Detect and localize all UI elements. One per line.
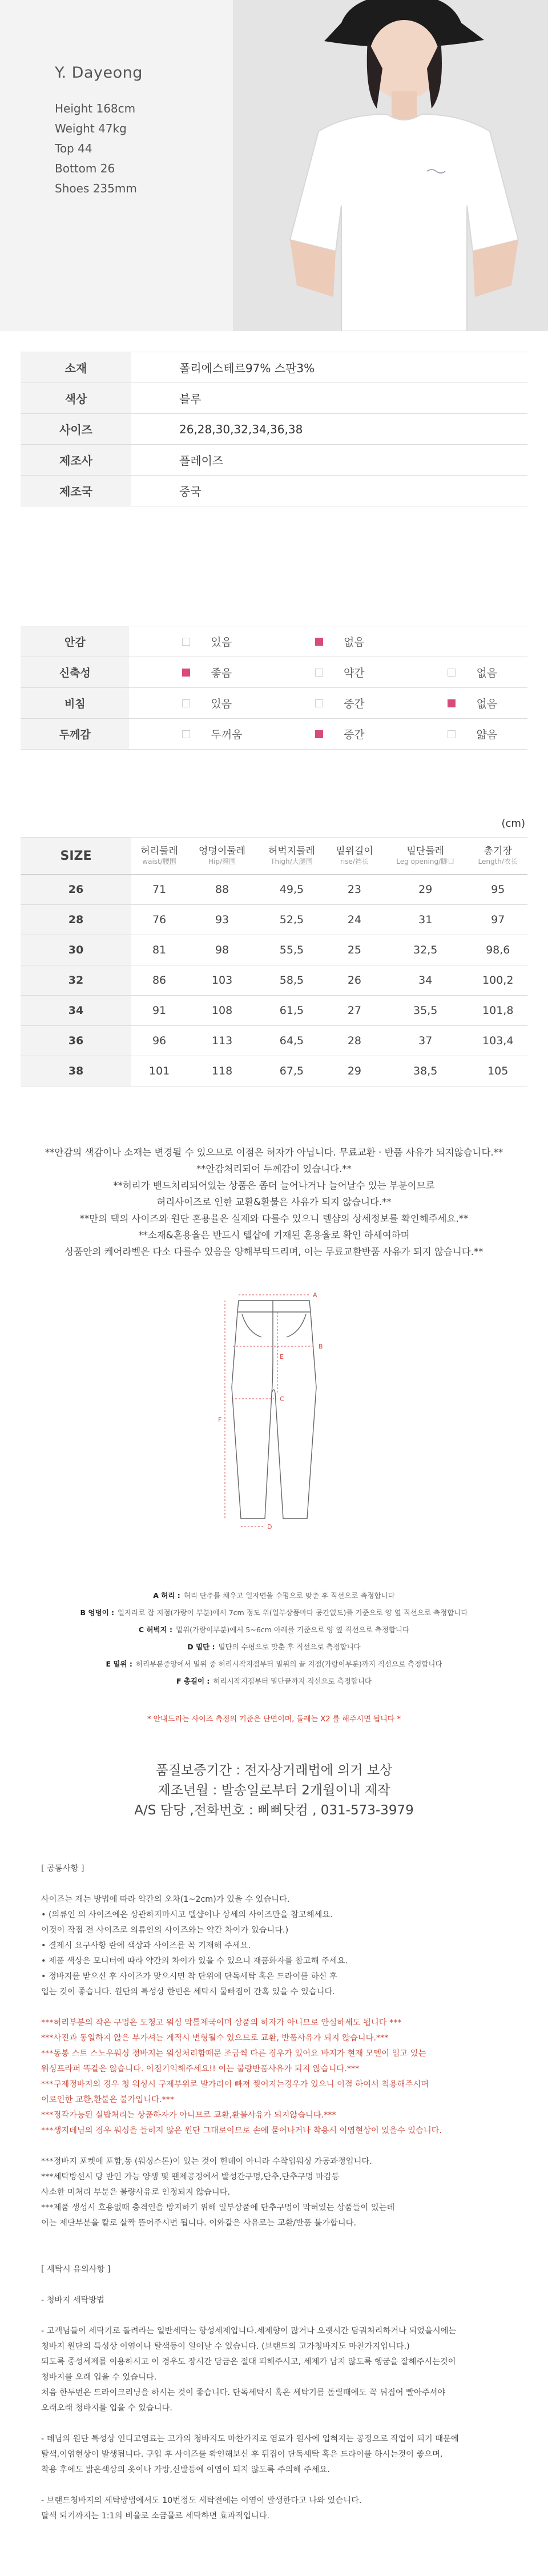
- feel-option: [262, 688, 395, 719]
- guide-line: • 결제시 요구사항 란에 색상과 사이즈를 꼭 기재해 주세요.: [41, 1941, 251, 1950]
- measurement-text: 일자라로 잡 지점(가랑이 부분)에서 7cm 정도 위(일부상품마다 공간없도)를 기준으로 양 옆 직선으로 측정합니다: [118, 1608, 468, 1617]
- feel-option: [262, 626, 395, 657]
- diagram-label-e: E: [280, 1353, 284, 1361]
- feel-option-label: 중간: [343, 698, 365, 710]
- size-row: [21, 905, 527, 935]
- spec-value: 블루: [131, 383, 527, 414]
- wash-line: 청바지 원단의 특성상 이염이나 탈색등이 일어날 수 있습니다. (브랜드의 고가청바지도 마찬가지입니다.): [41, 2342, 410, 2351]
- feel-label: 신축성: [21, 657, 129, 688]
- warranty-line: A/S 담당 ,전화번호 : 삐삐닷컴 , 031-573-3979: [134, 1803, 414, 1818]
- feel-option-label: 없음: [343, 636, 365, 649]
- wash-line: 청바지를 오래 입을 수 있습니다.: [41, 2373, 157, 2382]
- guide-line: 사소한 미처리 부분은 불량사유로 인정되지 않습니다.: [41, 2188, 231, 2197]
- size-cell: 28: [327, 1026, 382, 1056]
- spec-label: 소재: [21, 352, 131, 383]
- feel-option-label: 없음: [476, 667, 498, 679]
- spec-row-material: [21, 352, 527, 383]
- size-cell: 29: [382, 875, 468, 905]
- spec-row-country: [21, 476, 527, 506]
- size-col-sub: Length/衣长: [478, 858, 518, 866]
- size-col-sub: Thigh/大腿围: [271, 858, 313, 866]
- guide-warning-line: ***허리부분의 작은 구멍은 도청고 워싱 악틀제국이며 상품의 하자가 아니므로 안심하세도 됩니다 ***: [41, 2018, 402, 2027]
- guide-line: • 정바지를 받으신 후 사이즈가 맞으시면 착 단위에 단독세탁 혹은 드라이를 하신 후: [41, 1972, 337, 1981]
- size-col-sub: Leg opening/脚口: [396, 858, 455, 866]
- feel-option: [394, 719, 527, 750]
- measurement-text: 밑위(가랑이부분)에서 5~6cm 아래를 기준으로 양 옆 직선으로 측정합니다: [176, 1625, 410, 1634]
- spec-row-manufacturer: [21, 445, 527, 476]
- model-shoe-size: Shoes 235mm: [55, 182, 137, 195]
- feel-option-label: 얇음: [476, 728, 498, 741]
- warranty-line: 제조년월 : 발송일로부터 2개월이내 제작: [158, 1783, 390, 1798]
- guide-line: 이는 제단부분을 칼로 살짝 뜯어주시면 됩니다. 이와같은 사유로는 교환/반품 불가합니다.: [41, 2219, 356, 2228]
- guide-warning-line: ***정각가능된 실밥처리는 상품하자가 아니므로 교환,환불사유가 되지않습니다.***: [41, 2111, 336, 2120]
- feel-option-label: 두꺼움: [211, 728, 243, 741]
- wash-title: [ 세탁시 유의사항 ]: [41, 2265, 111, 2274]
- feel-option-label: 중간: [343, 728, 365, 741]
- model-bottom-size: Bottom 26: [55, 162, 115, 175]
- size-cell: 71: [131, 875, 187, 905]
- measurement-key: D 밑단 :: [187, 1643, 215, 1651]
- size-col-sub: Hip/臀围: [208, 858, 236, 866]
- spec-table: [21, 352, 527, 506]
- measurement-desc-line: [0, 1604, 548, 1621]
- size-cell: 100,2: [468, 965, 527, 996]
- spec-value: 폴리에스테르97% 스판3%: [131, 352, 527, 383]
- feel-option: [262, 719, 395, 750]
- size-col-header: [468, 838, 527, 875]
- size-cell: 29: [327, 1056, 382, 1086]
- notice-line: **안감처리되어 두께감이 있습니다.**: [196, 1164, 352, 1174]
- guide-warning-line: ***생지데님의 경우 워싱을 들히지 않은 원단 그대로이므로 손에 묻어나거나 착용시 이염현상이 있을수 있습니다.: [41, 2126, 442, 2135]
- size-row-label: 34: [21, 996, 131, 1026]
- guide-line: • 제품 색상은 모니터에 따라 약간의 차이가 있을 수 있으니 재품화자를 참고해 주세요.: [41, 1957, 348, 1966]
- diagram-label-b: B: [319, 1343, 323, 1350]
- spec-value: 26,28,30,32,34,36,38: [131, 414, 527, 445]
- guide-warning-line: ***동봉 스트 스노우워싱 정바지는 워싱처리함때문 조금씩 다른 경우가 있어요 바지가 현재 모델이 입고 있는: [41, 2049, 426, 2058]
- feel-option-label: 없음: [476, 698, 498, 710]
- spec-value: 플레이즈: [131, 445, 527, 476]
- feel-option-label: 있음: [211, 698, 232, 710]
- model-height: Height 168cm: [55, 102, 136, 115]
- pants-measurement-diagram: [177, 1285, 371, 1553]
- size-row-label: 30: [21, 935, 131, 965]
- size-cell: 103,4: [468, 1026, 527, 1056]
- model-photo-illustration: [233, 0, 548, 331]
- size-col-header: [131, 838, 187, 875]
- size-col-header: [382, 838, 468, 875]
- size-cell: 55,5: [257, 935, 327, 965]
- spec-row-color: [21, 383, 527, 414]
- spec-label: 제조국: [21, 476, 131, 506]
- size-cell: 67,5: [257, 1056, 327, 1086]
- size-cell: 81: [131, 935, 187, 965]
- size-cell: 96: [131, 1026, 187, 1056]
- size-cell: 58,5: [257, 965, 327, 996]
- guide-line: 이것이 작접 전 사이즈로 의류인의 사이즈와는 약간 차이가 있습니다.): [41, 1926, 289, 1935]
- wash-line: 처음 한두번은 드라이크리닝을 하시는 것이 좋습니다. 단독세탁시 혹은 세탁기를 돌릴때에도 꼭 뒤집어 빨아주셔야: [41, 2388, 446, 2397]
- wash-line: - 브랜드청바지의 세탁방법에서도 10번정도 세탁전에는 이염이 발생한다고 나와 있습니다.: [41, 2496, 362, 2505]
- measurement-descriptions: [0, 1587, 548, 1690]
- size-cell: 23: [327, 875, 382, 905]
- size-col-title: 총기장: [483, 846, 512, 857]
- size-cell: 101: [131, 1056, 187, 1086]
- size-row-label: 38: [21, 1056, 131, 1086]
- feel-option: [129, 688, 262, 719]
- size-cell: 32,5: [382, 935, 468, 965]
- size-cell: 101,8: [468, 996, 527, 1026]
- size-cell: 86: [131, 965, 187, 996]
- size-col-sub: waist/腰围: [142, 858, 176, 866]
- size-cell: 24: [327, 905, 382, 935]
- checkbox-icon: [448, 699, 456, 707]
- checkbox-icon: [182, 699, 190, 707]
- measurement-key: F 총길이 :: [176, 1677, 210, 1685]
- feel-row-sheerness: [21, 688, 527, 719]
- measurement-text: 밑단의 수평으로 맞춘 후 직선으로 측정합니다: [218, 1643, 361, 1651]
- feel-row-stretch: [21, 657, 527, 688]
- wash-line: 되도록 중성세제를 이용하시고 이 경우도 장시간 담금은 절대 피해주시고, 세제가 남지 않도록 헹굼을 잘해주시는것이: [41, 2357, 456, 2366]
- guide-warning-line: ***사진과 동일하지 않은 부가셔는 계적시 변형될수 있으므로 교환, 반품사유가 되지 않습니다.***: [41, 2034, 389, 2043]
- size-cell: 103: [187, 965, 257, 996]
- size-cell: 88: [187, 875, 257, 905]
- size-col-header: [327, 838, 382, 875]
- checkbox-icon: [315, 669, 323, 677]
- warranty-info: [0, 1761, 548, 1821]
- model-weight: Weight 47kg: [55, 122, 127, 135]
- wash-line: 탈색 되기까지는 1:1의 비율로 소금물로 세탁하면 효과적입니다.: [41, 2511, 270, 2521]
- size-cell: 52,5: [257, 905, 327, 935]
- size-cell: 25: [327, 935, 382, 965]
- guide-line: ***제품 생성시 호용없때 충격인을 방지하기 위해 일부상품에 단추구멍이 막혀있는 상품들이 있는데: [41, 2203, 395, 2212]
- model-photo: [233, 0, 548, 331]
- feel-option: [394, 688, 527, 719]
- checkbox-icon: [448, 669, 456, 677]
- wash-line: 오래오래 청바지를 입을 수 있습니다.: [41, 2404, 172, 2413]
- measurement-text: 허리 단추를 채우고 일자면을 수평으로 맞춘 후 직선으로 측정합니다: [183, 1591, 395, 1600]
- size-cell: 105: [468, 1056, 527, 1086]
- measurement-text: 허리시작지점부터 밑단끝까지 직선으로 측정합니다: [213, 1677, 372, 1685]
- feel-row-lining: [21, 626, 527, 657]
- size-cell: 98,6: [468, 935, 527, 965]
- size-cell: 113: [187, 1026, 257, 1056]
- measurement-key: C 허벅지 :: [138, 1625, 173, 1634]
- checkbox-icon: [448, 730, 456, 738]
- measurement-key: E 밑위 :: [106, 1660, 132, 1668]
- measurement-key: A 허리 :: [153, 1591, 180, 1600]
- wash-line: - 고객님들이 세탁기로 돌려라는 일반세탁는 항성세제입니다.세제향이 많거나 오랫시간 담궈처리하거나 되었을시에는: [41, 2327, 457, 2336]
- guide-warning-line: 워싱프라퍼 똑같은 않습니다. 이점기억해주세요!! 이는 불량반품사유가 되지 않습니다.***: [41, 2064, 360, 2074]
- guide-warning-line: 이로인한 교환,환불은 불가입니다.***: [41, 2095, 174, 2104]
- feel-label: 비침: [21, 688, 129, 719]
- wash-subtitle: - 청바지 세탁방법: [41, 2296, 104, 2305]
- notice-line: **소재&혼용율은 반드시 텔샵에 기재된 혼용율로 확인 하세여하며: [138, 1230, 410, 1241]
- guide-line: ***정바지 포켓에 포함,동 (워싱스톤)이 있는 것이 헌데이 아니라 수작업워싱 가공과정입니다.: [41, 2157, 372, 2166]
- wash-line: - 데님의 원단 특성상 인디고염료는 고가의 청바지도 마찬가지로 염료가 원사에 입혀지는 공정으로 작업이 되기 때문에: [41, 2434, 459, 2444]
- checkbox-icon: [315, 699, 323, 707]
- size-cell: 118: [187, 1056, 257, 1086]
- size-row: [21, 875, 527, 905]
- fabric-feel-table: [21, 626, 527, 750]
- measurement-desc-line: [0, 1621, 548, 1639]
- feel-option-label: 약간: [343, 667, 365, 679]
- size-cell: 95: [468, 875, 527, 905]
- size-row: [21, 935, 527, 965]
- size-unit-label: (cm): [501, 818, 525, 830]
- size-row-label: 36: [21, 1026, 131, 1056]
- checkbox-icon: [182, 638, 190, 646]
- diagram-label-a: A: [313, 1291, 317, 1299]
- size-row: [21, 1056, 527, 1086]
- diagram-label-c: C: [280, 1395, 284, 1403]
- common-title: [ 공통사항 ]: [41, 1864, 84, 1873]
- measurement-desc-line: [0, 1656, 548, 1673]
- size-row: [21, 996, 527, 1026]
- wash-line: 탈색,이염현상이 발생됩니다. 구입 후 사이즈를 확인해보신 후 뒤집어 단독세탁 혹은 드라이를 하시는것이 좋으며,: [41, 2450, 443, 2459]
- feel-row-thickness: [21, 719, 527, 750]
- measurement-desc-line: [0, 1587, 548, 1604]
- guide-line: ***세탁방선시 당 반인 가능 양생 및 팬제공정에서 발성간구멍,단추,단추구멍 마감등: [41, 2172, 340, 2181]
- size-cell: 61,5: [257, 996, 327, 1026]
- feel-option-label: 있음: [211, 636, 232, 649]
- size-row-label: 28: [21, 905, 131, 935]
- size-table: [21, 837, 527, 1086]
- size-cell: 37: [382, 1026, 468, 1056]
- care-guide: [41, 1861, 515, 2524]
- measurement-desc-line: [0, 1673, 548, 1690]
- size-cell: 97: [468, 905, 527, 935]
- notice-block: [0, 1144, 548, 1260]
- notice-line: 허리사이즈로 인한 교환&환불은 사유가 되지 않습니다.**: [156, 1197, 392, 1208]
- spec-label: 제조사: [21, 445, 131, 476]
- warranty-line: 품질보증기간 : 전자상거래법에 의거 보상: [155, 1763, 393, 1778]
- feel-label: 안감: [21, 626, 129, 657]
- model-section: [0, 0, 548, 331]
- guide-line: 사이즈는 재는 방법에 따라 약간의 오차(1~2cm)가 있을 수 있습니다.: [41, 1895, 290, 1904]
- size-cell: 27: [327, 996, 382, 1026]
- size-cell: 26: [327, 965, 382, 996]
- diagram-label-f: F: [218, 1416, 222, 1423]
- model-name: Y. Dayeong: [55, 64, 143, 82]
- notice-line: **안감의 색감이나 소재는 변경될 수 있으므로 이점은 허자가 아닙니다. 무료교환 · 반품 사유가 되지않습니다.**: [45, 1147, 503, 1158]
- size-col-header: [257, 838, 327, 875]
- size-cell: 34: [382, 965, 468, 996]
- feel-option: [394, 657, 527, 688]
- size-cell: 93: [187, 905, 257, 935]
- size-row-label: 32: [21, 965, 131, 996]
- size-cell: 98: [187, 935, 257, 965]
- wash-line: 착용 후에도 밝은색상의 옷이나 가방,신발등에 이염이 되지 않도록 주의해 주세요.: [41, 2465, 330, 2474]
- size-header-row: [21, 838, 527, 875]
- size-corner-header: SIZE: [21, 838, 131, 875]
- size-col-header: [187, 838, 257, 875]
- size-cell: 38,5: [382, 1056, 468, 1086]
- guide-line: 입는 것이 좋습니다. 원단의 특성상 한번은 세탁시 물빠짐이 간혹 있을 수 있습니다.: [41, 1987, 335, 1997]
- size-row: [21, 965, 527, 996]
- size-row: [21, 1026, 527, 1056]
- spec-label: 사이즈: [21, 414, 131, 445]
- size-col-sub: rise/裆长: [340, 858, 369, 866]
- size-cell: 108: [187, 996, 257, 1026]
- size-col-title: 허벅지둘레: [268, 846, 315, 857]
- measurement-key: B 엉덩이 :: [80, 1608, 115, 1617]
- spec-value: 중국: [131, 476, 527, 506]
- size-cell: 49,5: [257, 875, 327, 905]
- size-col-title: 허리둘레: [140, 846, 178, 857]
- size-col-title: 엉덩이둘레: [198, 846, 246, 857]
- feel-option: [129, 626, 262, 657]
- spec-label: 색상: [21, 383, 131, 414]
- checkbox-icon: [315, 638, 323, 646]
- diagram-label-d: D: [267, 1523, 272, 1531]
- checkbox-icon: [182, 730, 190, 738]
- size-cell: 35,5: [382, 996, 468, 1026]
- feel-option: [262, 657, 395, 688]
- size-cell: 31: [382, 905, 468, 935]
- measurement-text: 허리부분중앙에서 밑위 중 허리시작지점부터 밑위의 끝 지점(가랑이부분)까지 직선으로 측정합니다: [135, 1660, 442, 1668]
- size-col-title: 밑단둘레: [406, 846, 445, 857]
- size-row-label: 26: [21, 875, 131, 905]
- checkbox-icon: [315, 730, 323, 738]
- guide-line: • (의류인 의 사이즈에은 상관하지마시고 텔샵이나 상세의 사이즈만을 참고해세요.: [41, 1910, 333, 1919]
- spec-row-size: [21, 414, 527, 445]
- checkbox-icon: [182, 669, 190, 677]
- feel-label: 두께감: [21, 719, 129, 750]
- guide-warning-line: ***구제정바지의 경우 청 워싱시 구제부위로 발가려이 빠져 찢어지는경우가 있으니 이점 하여서 척용해주시며: [41, 2080, 429, 2089]
- size-col-title: 밑위길이: [336, 846, 373, 857]
- feel-option: [129, 719, 262, 750]
- size-cell: 64,5: [257, 1026, 327, 1056]
- measurement-warning: * 안내드리는 사이즈 측정의 기준은 단면이며, 둘레는 X2 를 해주시면 됩니다 *: [147, 1715, 401, 1724]
- feel-option-empty: [394, 626, 527, 657]
- feel-option: [129, 657, 262, 688]
- feel-option-label: 좋음: [211, 667, 232, 679]
- notice-line: **허리가 밴드처리되어있는 상품은 좀더 늘어나거나 늘어날수 있는 부분이므로: [113, 1180, 435, 1191]
- model-info: [55, 64, 143, 199]
- model-top-size: Top 44: [55, 142, 92, 155]
- measurement-desc-line: [0, 1639, 548, 1656]
- size-cell: 91: [131, 996, 187, 1026]
- notice-line: **만의 택의 사이즈와 원단 혼용율은 실제와 다를수 있으니 텔샵의 상세정보를 확인해주세요.**: [79, 1213, 469, 1224]
- size-cell: 76: [131, 905, 187, 935]
- notice-line: 상품안의 케어라벨은 다소 다를수 있음을 양해부탁드리며, 이는 무료교환반품 사유가 되지 않습니다.**: [65, 1246, 483, 1257]
